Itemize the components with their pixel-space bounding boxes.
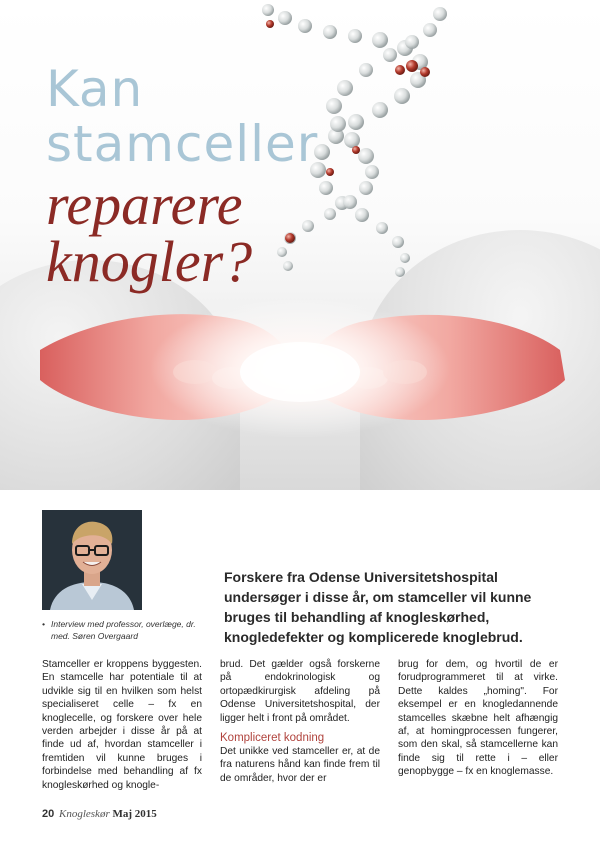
body-paragraph: Det unikke ved stamceller er, at de fra naturens hånd kan finde frem til de områder, hvor der er (220, 746, 380, 784)
subheading: Kompliceret kodning (220, 732, 325, 745)
body-column-2 (220, 658, 380, 785)
caption-text: Interview med professor, overlæge, dr. med. Søren Overgaard (51, 619, 196, 641)
portrait-caption (42, 618, 202, 642)
body-column-1 (42, 658, 202, 792)
title-line-1: Kan (46, 60, 144, 118)
body-paragraph: brud. Det gælder også forskerne på endokrinologisk og ortopædkirurgisk afdeling på Odense Universitetshospital, der ligger helt i front på området. (220, 659, 380, 724)
magazine-name: Knogleskør (59, 808, 110, 820)
body-paragraph: Stamceller er kroppens byggesten. En stamcelle har potentiale til at udvikle sig til en hvilken som helst specialiseret celle – fx en knoglecelle, og forskere over hele verden arbejder i disse år på at finde ud af, hvordan stamceller i fremtiden vil kunne bruges i forbindelse med behandling af fx knogleskørhed og knogle- (42, 659, 202, 791)
portrait-photo (42, 510, 142, 610)
title-line-4: knogler? (46, 229, 253, 294)
title-line-3: reparere (46, 172, 243, 237)
portrait-illustration (42, 510, 142, 610)
issue-date: Maj 2015 (112, 808, 157, 820)
body-paragraph: brug for dem, og hvortil de er forudprogrammeret til at virke. Dette kaldes „homing". For eksempel er en knogledannende stamcelles skæbne helt afhængig af, at homingprocessen fungerer, som den skal, så stamcellerne kan finde sig til rette i – eller genopbygge – fx en knoglemasse. (398, 659, 558, 778)
page-footer (42, 808, 157, 820)
caption-bullet: • (42, 619, 45, 629)
body-column-3 (398, 658, 558, 779)
page-number: 20 (42, 808, 55, 820)
title-line-2: stamceller (46, 115, 319, 173)
lead-paragraph: Forskere fra Odense Universitetshospital undersøger i disse år, om stamceller vil kunne bruges til behandling af knogleskørhed, knogledefekter og komplicerede knoglebrud. (224, 569, 532, 645)
